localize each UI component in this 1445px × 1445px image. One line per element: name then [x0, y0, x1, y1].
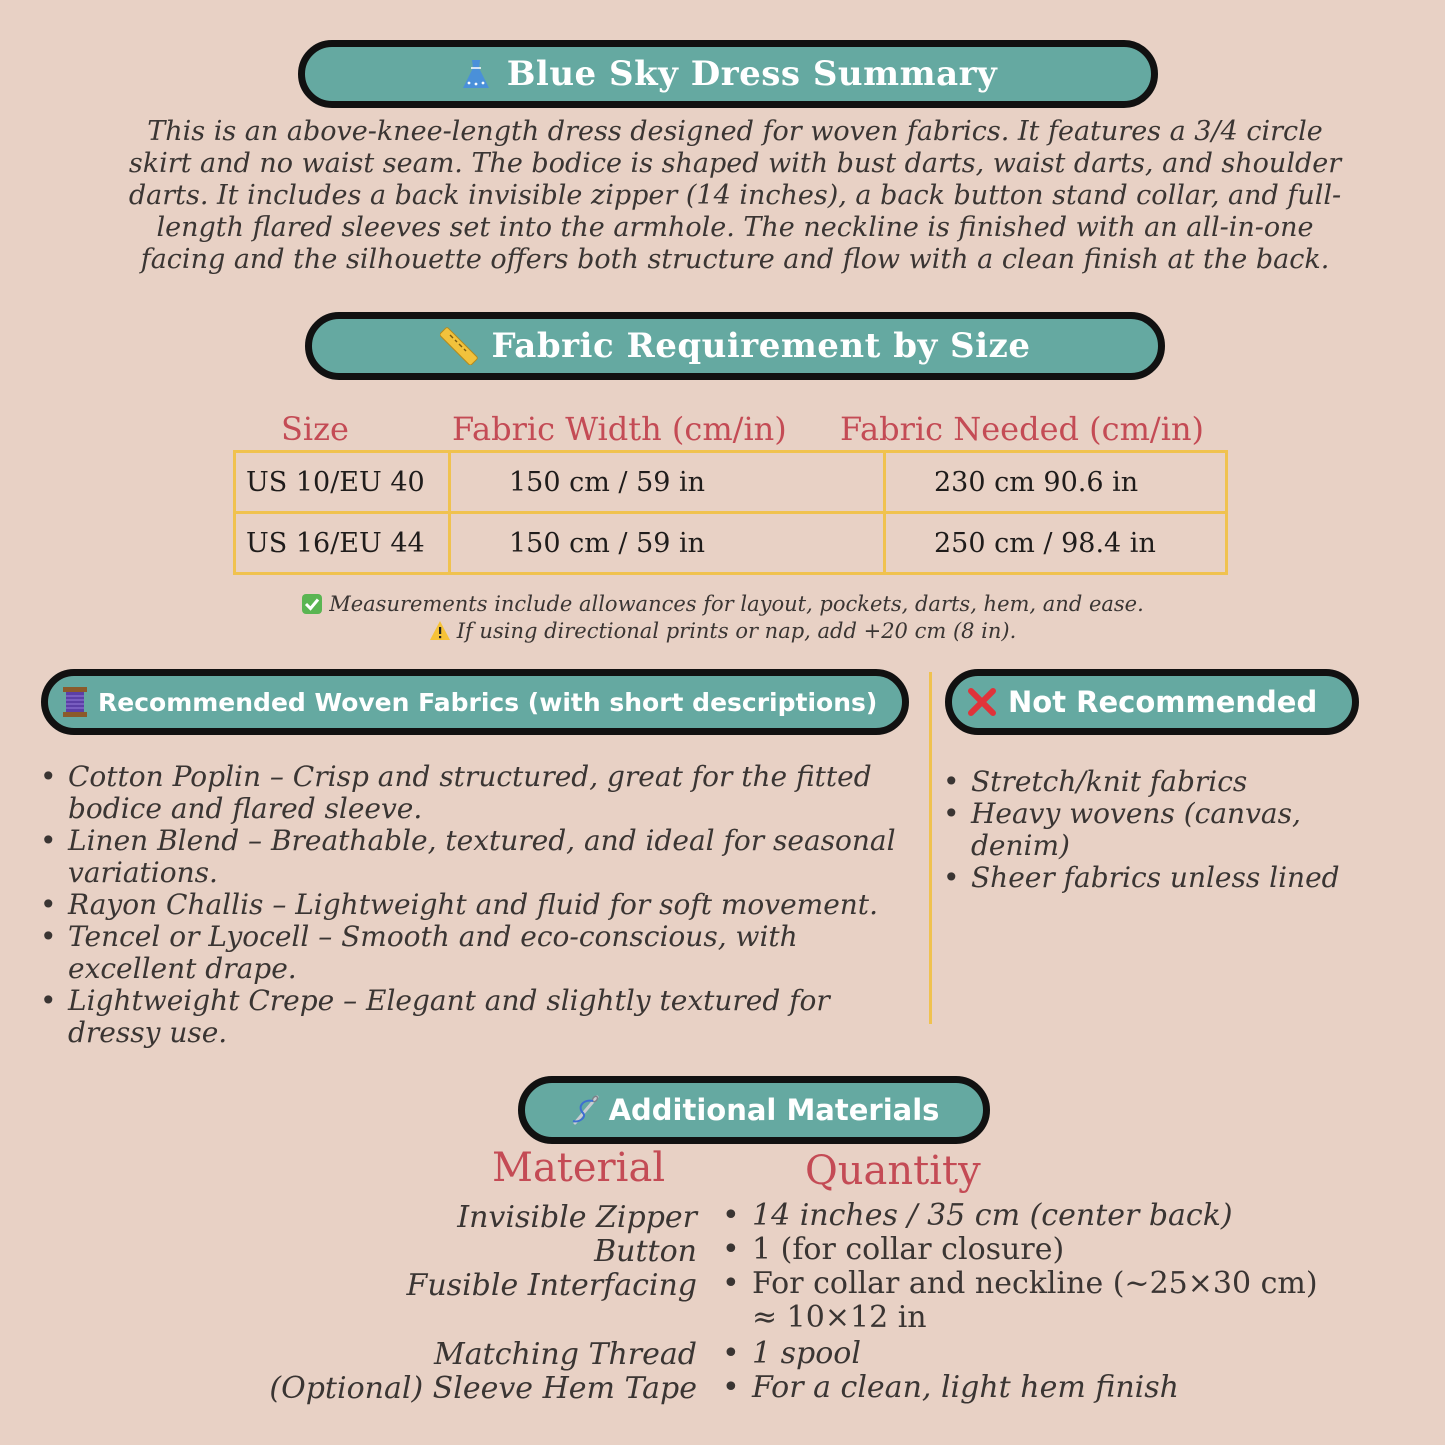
- width-cell: 150 cm / 59 in: [450, 513, 885, 574]
- cross-mark-icon: [966, 686, 998, 718]
- header-material: Material: [492, 1145, 666, 1191]
- ruler-icon: [440, 327, 478, 365]
- table-row: [235, 513, 1227, 574]
- needed-cell: 230 cm 90.6 in: [885, 452, 1227, 513]
- note-directional: If using directional prints or nap, add +20 cm (8 in).: [0, 619, 1445, 647]
- list-item: • Sheer fabrics unless lined: [943, 862, 1353, 894]
- fabric-size-table: [233, 450, 1228, 575]
- summary-title-banner: [298, 40, 1158, 108]
- fabric-title: Fabric Requirement by Size: [491, 326, 1031, 366]
- column-divider: [929, 672, 932, 1024]
- material-quantity: • For collar and neckline (~25×30 cm) ≈ 10×12 in: [722, 1267, 1352, 1335]
- header-fabric-needed: Fabric Needed (cm/in): [840, 410, 1205, 448]
- list-item: • Stretch/knit fabrics: [943, 766, 1353, 798]
- material-name: Button: [594, 1234, 697, 1269]
- dress-icon: [459, 57, 493, 91]
- header-quantity: Quantity: [805, 1148, 981, 1194]
- list-item: • Cotton Poplin – Crisp and structured, great for the fitted bodice and flared sleeve.: [40, 761, 920, 825]
- material-quantity: • 14 inches / 35 cm (center back): [722, 1199, 1352, 1233]
- not-recommended-title-banner: [945, 669, 1359, 735]
- sewing-needle-icon: [569, 1093, 603, 1127]
- size-cell: US 10/EU 40: [235, 452, 450, 513]
- material-name: (Optional) Sleeve Hem Tape: [269, 1371, 697, 1406]
- thread-spool-icon: [60, 685, 90, 719]
- header-size: Size: [281, 410, 349, 448]
- list-item: • Linen Blend – Breathable, textured, and ideal for seasonal variations.: [40, 825, 920, 889]
- check-mark-icon: [301, 593, 323, 620]
- additional-title-banner: [518, 1076, 990, 1144]
- material-quantity: • 1 spool: [722, 1337, 1352, 1371]
- size-cell: US 16/EU 44: [235, 513, 450, 574]
- summary-text: This is an above-knee-length dress designed for woven fabrics. It features a 3/4 circle skirt and no waist seam. The bodice is shaped with bust darts, waist darts, and shoulder darts. It includes a back invisible zipper (14 inches), a back button stand collar, and full-length flared sleeves set into the armhole. The neckline is finished with an all-in-one facing and the silhouette offers both structure and flow with a clean finish at the back.: [128, 116, 1342, 275]
- material-name: Invisible Zipper: [457, 1200, 697, 1235]
- summary-title: Blue Sky Dress Summary: [506, 54, 998, 94]
- table-row: [235, 452, 1227, 513]
- list-item: • Tencel or Lyocell – Smooth and eco-conscious, with excellent drape.: [40, 921, 920, 985]
- material-quantity: • For a clean, light hem finish: [722, 1371, 1352, 1405]
- not-recommended-title: Not Recommended: [1008, 685, 1318, 719]
- recommended-title: Recommended Woven Fabrics (with short descriptions): [98, 687, 878, 717]
- recommended-list: [40, 761, 920, 1049]
- additional-title: Additional Materials: [608, 1093, 940, 1127]
- list-item: • Lightweight Crepe – Elegant and slightly textured for dressy use.: [40, 985, 920, 1049]
- needed-cell: 250 cm / 98.4 in: [885, 513, 1227, 574]
- recommended-title-banner: [41, 669, 909, 735]
- fabric-title-banner: [305, 312, 1165, 380]
- not-recommended-list: [943, 766, 1353, 894]
- list-item: • Heavy wovens (canvas, denim): [943, 798, 1353, 862]
- list-item: • Rayon Challis – Lightweight and fluid for soft movement.: [40, 889, 920, 921]
- material-name: Matching Thread: [434, 1337, 697, 1372]
- header-fabric-width: Fabric Width (cm/in): [452, 410, 787, 448]
- material-name: Fusible Interfacing: [406, 1268, 697, 1303]
- note-allowances: Measurements include allowances for layout, pockets, darts, hem, and ease.: [0, 592, 1445, 620]
- width-cell: 150 cm / 59 in: [450, 452, 885, 513]
- material-quantity: • 1 (for collar closure): [722, 1233, 1352, 1267]
- warning-icon: [429, 620, 451, 647]
